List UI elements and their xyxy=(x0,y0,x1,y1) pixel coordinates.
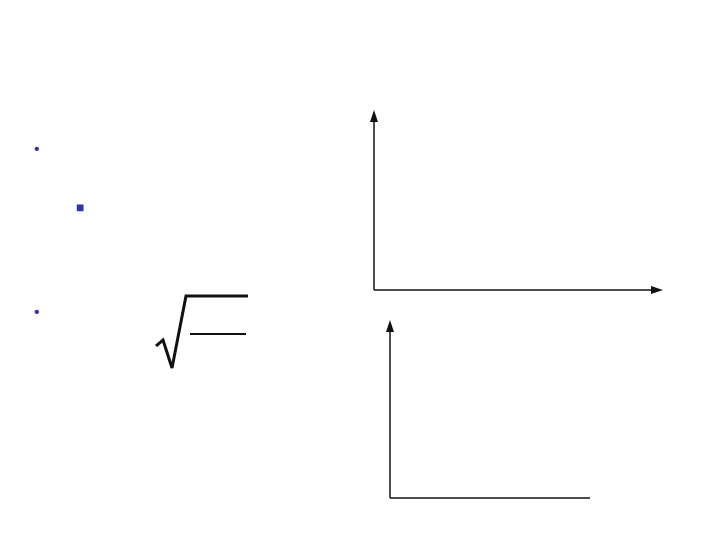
square-bullet-icon: ■ xyxy=(76,199,85,215)
chart2-y-arrow-icon xyxy=(386,320,394,332)
bullet-formula-dot: • xyxy=(34,304,40,321)
bullet-dot: • xyxy=(34,141,40,159)
